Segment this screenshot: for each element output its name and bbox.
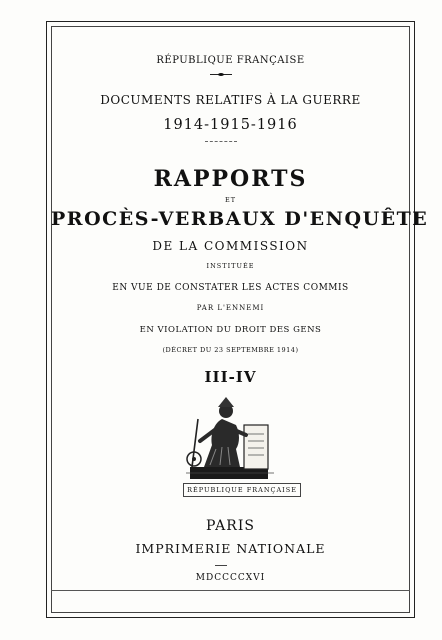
marianne-seal-icon [170,389,288,483]
republic-header: RÉPUBLIQUE FRANÇAISE [156,55,305,66]
commission-line: DE LA COMMISSION [152,239,309,253]
series-title: DOCUMENTS RELATIFS À LA GUERRE [100,93,361,107]
purpose-line-1: EN VUE DE CONSTATER LES ACTES COMMIS [112,283,349,293]
decree-line: (DÉCRET DU 23 SEPTEMBRE 1914) [162,346,299,354]
second-title: PROCÈS-VERBAUX D'ENQUÊTE [51,208,429,230]
instituted-line: INSTITUÉE [206,262,255,270]
imprint-city: PARIS [206,518,255,534]
imprint-divider [215,565,227,566]
ornament-divider [210,73,232,77]
main-title: RAPPORTS [153,166,308,192]
bottom-rule [51,590,410,591]
purpose-line-2: PAR L'ENNEMI [196,304,265,312]
thin-divider [205,141,237,142]
imprint-year: MDCCCCXVI [195,573,266,583]
purpose-line-3: EN VIOLATION DU DROIT DES GENS [139,325,322,335]
connector-et: ET [224,196,237,204]
years: 1914-1915-1916 [163,117,298,133]
volume-number: III-IV [204,368,257,386]
imprint-printer: IMPRIMERIE NATIONALE [135,541,326,556]
emblem-label: RÉPUBLIQUE FRANÇAISE [183,483,301,497]
